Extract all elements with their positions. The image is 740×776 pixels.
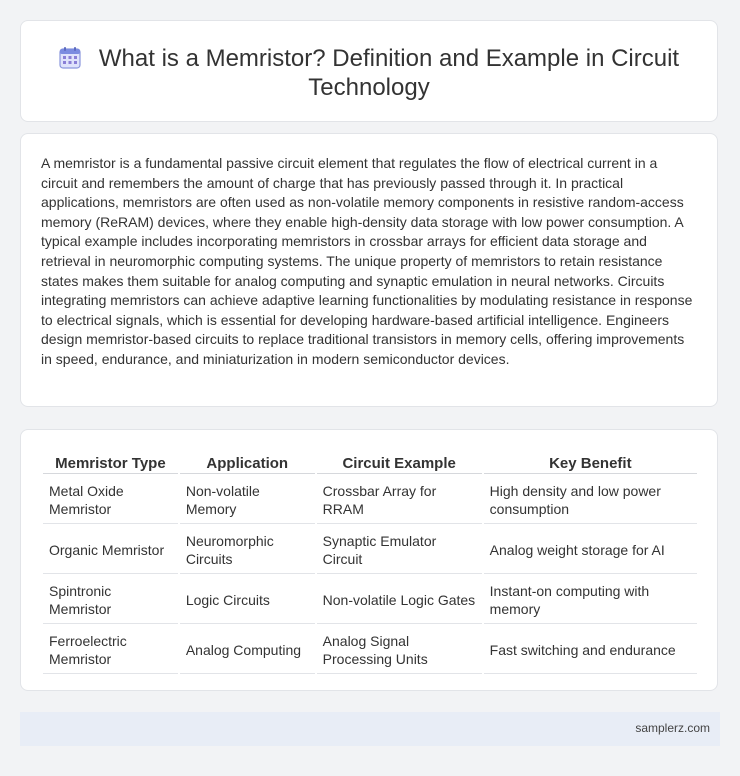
table-row (43, 576, 697, 624)
table-cell: Fast switching and endurance (484, 626, 697, 674)
table-cell: Non-volatile Logic Gates (317, 576, 482, 624)
table-cell: Crossbar Array for RRAM (317, 476, 482, 524)
table-cell: Analog Signal Processing Units (317, 626, 482, 674)
footer (20, 712, 720, 746)
table-cell: Instant-on computing with memory (484, 576, 697, 624)
column-header: Memristor Type (43, 453, 178, 474)
table-header-row (43, 453, 697, 474)
description-text: A memristor is a fundamental passive circuit element that regulates the flow of electrical current in a circuit and remembers the amount of charge that has previously passed through it. In practical applications, memristors are often used as non-volatile memory components in resistive random-access memory (ReRAM) devices, where they enable high-density data storage with low power consumption. A typical example includes incorporating memristors in crossbar arrays for efficient data storage and retrieval in neuromorphic computing systems. The unique property of memristors to retain resistance states makes them suitable for analog computing and synaptic emulation in neural networks. Circuits integrating memristors can achieve adaptive learning functionalities by modulating resistance in response to electrical signals, which is essential for developing hardware-based artificial intelligence. Engineers design memristor-based circuits to replace traditional transistors in memory cells, offering improvements in speed, endurance, and miniaturization in modern semiconductor devices. (41, 155, 693, 367)
table-row (43, 526, 697, 574)
table-row (43, 476, 697, 524)
table-cell: Synaptic Emulator Circuit (317, 526, 482, 574)
column-header: Circuit Example (317, 453, 482, 474)
table-cell: Logic Circuits (180, 576, 315, 624)
table-cell: High density and low power consumption (484, 476, 697, 524)
memristor-table (41, 451, 699, 676)
table-cell: Analog Computing (180, 626, 315, 674)
page-title (21, 44, 717, 102)
column-header: Key Benefit (484, 453, 697, 474)
table-cell: Analog weight storage for AI (484, 526, 697, 574)
column-header: Application (180, 453, 315, 474)
title-card (20, 20, 718, 122)
description-card (20, 133, 718, 407)
page-title-text: What is a Memristor? Definition and Example in Circuit Technology (98, 45, 680, 101)
table-card (20, 429, 718, 691)
footer-site-link[interactable]: samplerz.com (635, 721, 710, 735)
table-cell: Non-volatile Memory (180, 476, 315, 524)
table-row (43, 626, 697, 674)
table-cell: Organic Memristor (43, 526, 178, 574)
calendar-grid-icon (59, 47, 81, 69)
table-cell: Metal Oxide Memristor (43, 476, 178, 524)
table-cell: Ferroelectric Memristor (43, 626, 178, 674)
table-cell: Neuromorphic Circuits (180, 526, 315, 574)
table-cell: Spintronic Memristor (43, 576, 178, 624)
